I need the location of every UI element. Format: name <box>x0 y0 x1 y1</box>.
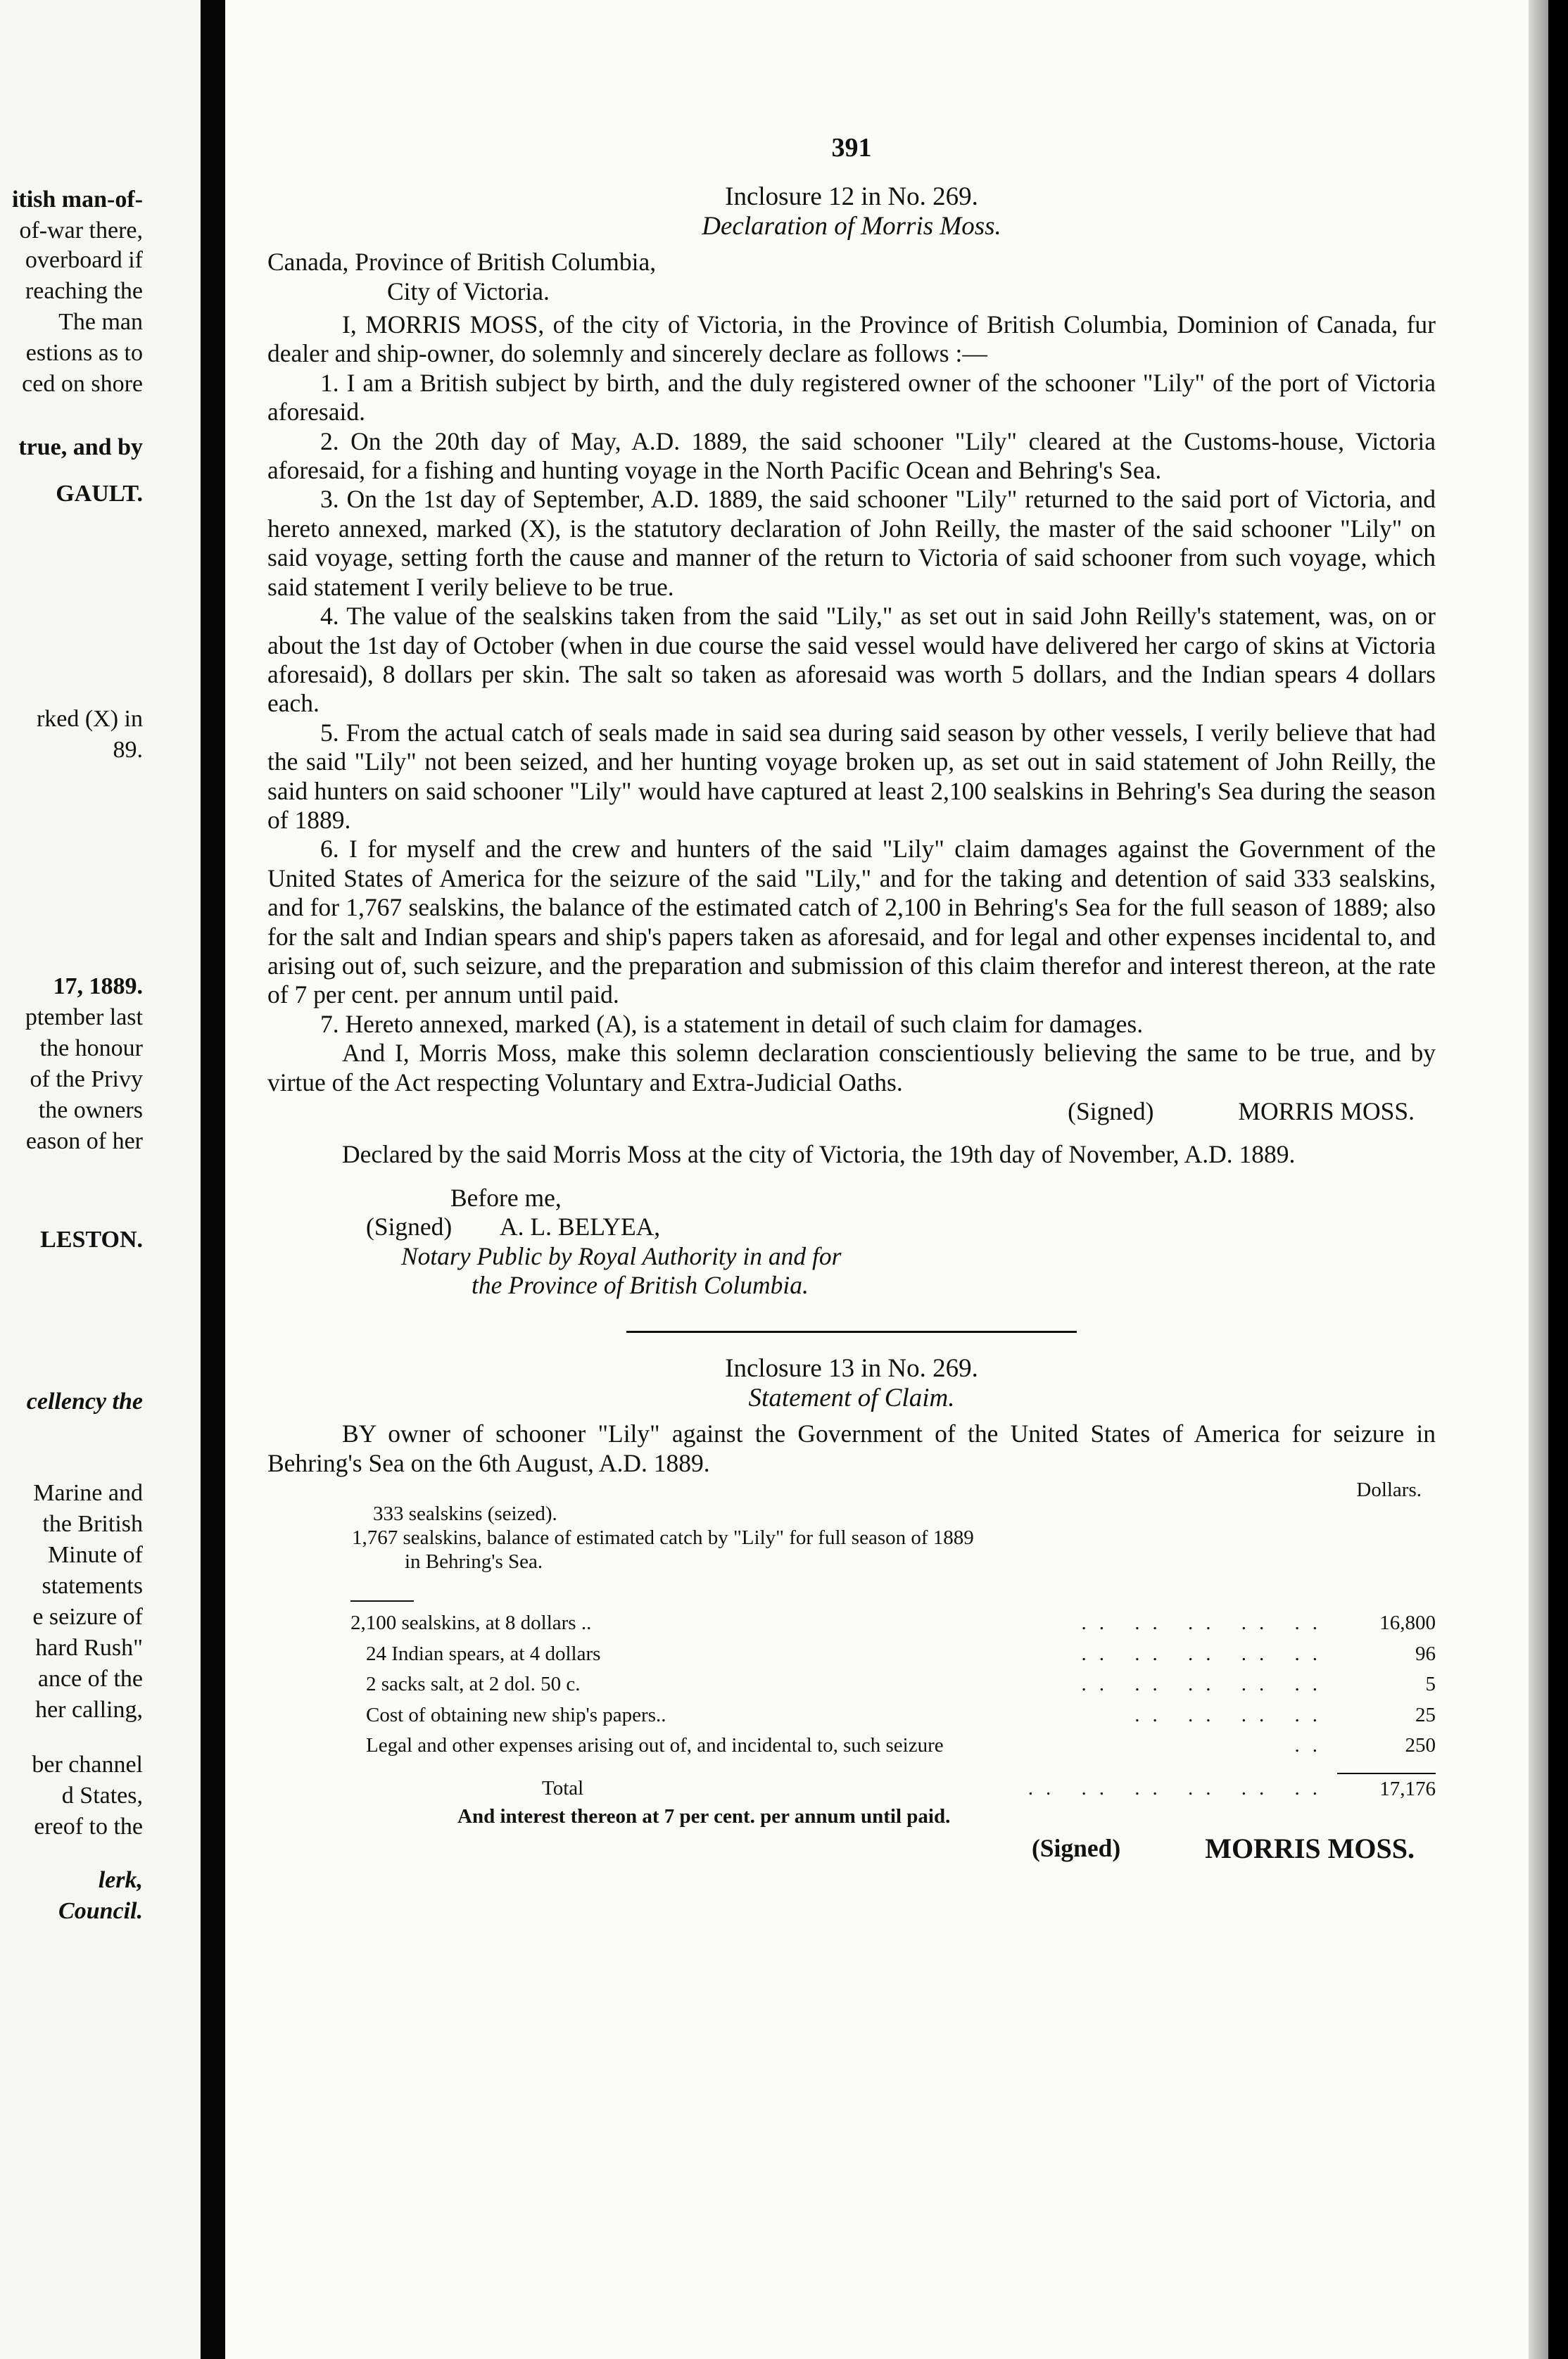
claim-table <box>267 1608 1436 1761</box>
left-page-text-fragment: her calling, <box>35 1697 143 1723</box>
claim-leader-dots: .. <box>1294 1734 1330 1757</box>
left-page-text-fragment: lerk, <box>98 1867 143 1893</box>
paragraph-1: 1. I am a British subject by birth, and the duly registered owner of the schooner "Lily" of the port of Victoria aforesaid. <box>267 368 1436 426</box>
claim-total <box>267 1773 1436 1804</box>
signed-label: (Signed) <box>1068 1097 1154 1125</box>
claim-amount: 5 <box>1425 1673 1436 1696</box>
claim-leader-dots: .. .. .. .. .. <box>1081 1612 1330 1635</box>
paragraph-6: 6. I for myself and the crew and hunters of the said "Lily" claim damages against the Government of the United States of America for the seizure of the said "Lily," and for the taking and detention of said 333 sealskins, and for 1,767 sealskins, the balance of the estimated catch of 2,100 in Behring's Sea for the full season of 1889; also for the salt and Indian spears and ship's papers taken as aforesaid, and for legal and other expenses incidental to, and arising out of, such seizure, and the preparation and submission of this claim therefor and interest thereon, at the rate of 7 per cent. per annum until paid. <box>267 835 1436 1009</box>
claim-item: Cost of obtaining new ship's papers.. <box>366 1703 666 1726</box>
claim-signer-name: MORRIS MOSS. <box>1205 1832 1415 1864</box>
page-edge-shadow <box>1529 0 1548 2359</box>
claim-intro: BY owner of schooner "Lily" against the Government of the United States of America for seizure in Behring's Sea on the 6th August, A.D. 1889. <box>267 1419 1436 1477</box>
left-page-text-fragment: ereof to the <box>34 1814 143 1840</box>
left-page-text-fragment: of-war there, <box>19 217 143 244</box>
inclosure-13-heading: Inclosure 13 in No. 269. <box>725 1354 978 1384</box>
pre-line-2: 1,767 sealskins, balance of estimated catch by "Lily" for full season of 1889 <box>352 1526 974 1550</box>
total-label: Total <box>542 1776 584 1800</box>
section-divider <box>626 1331 1077 1333</box>
claim-amount: 250 <box>1405 1734 1436 1757</box>
left-page-text-fragment: d States, <box>61 1783 143 1809</box>
total-row <box>267 1773 1436 1804</box>
left-page-text-fragment: rked (X) in <box>36 706 143 732</box>
claim-signed-label: (Signed) <box>1031 1833 1121 1862</box>
claim-amount: 16,800 <box>1379 1612 1436 1635</box>
signer-name: MORRIS MOSS. <box>1238 1097 1415 1125</box>
claim-amount: 25 <box>1415 1703 1436 1726</box>
declared-statement: Declared by the said Morris Moss at the city of Victoria, the 19th day of November, A.D. 1889. <box>342 1140 1296 1169</box>
claim-leader-dots: .. .. .. .. .. <box>1081 1642 1330 1665</box>
claim-row <box>267 1700 1436 1731</box>
before-me: Before me, <box>450 1183 562 1212</box>
left-page-text-fragment: 17, 1889. <box>53 973 143 999</box>
left-page-text-fragment: reaching the <box>25 278 143 304</box>
left-page-text-fragment: the British <box>42 1511 143 1537</box>
left-page-text-fragment: itish man-of- <box>11 186 143 213</box>
notary-signature <box>267 1213 1436 1241</box>
notary-title-1: Notary Public by Royal Authority in and for <box>401 1241 842 1270</box>
left-page-text-fragment: 89. <box>113 737 143 763</box>
book-gutter <box>201 0 225 2359</box>
inclosure-13-subheading: Statement of Claim. <box>748 1383 955 1412</box>
claim-leader-dots: .. .. .. .. .. <box>1081 1673 1330 1696</box>
left-page-text-fragment: The man <box>58 309 143 335</box>
claim-row <box>267 1608 1436 1638</box>
claim-amount: 96 <box>1415 1642 1436 1665</box>
claim-item: Legal and other expenses arising out of, and incidental to, such seizure <box>366 1734 944 1757</box>
claim-item: 24 Indian spears, at 4 dollars <box>366 1642 601 1665</box>
left-page-text-fragment: the owners <box>38 1097 143 1123</box>
interest-note: And interest thereon at 7 per cent. per annum until paid. <box>457 1804 951 1828</box>
paragraph-5: 5. From the actual catch of seals made in said sea during said season by other vessels, I verily believe that had the said "Lily" not been seized, and her hunting voyage broken up, as set out in said statement of John Reilly, the said hunters on said schooner "Lily" would have captured at least 2,100 sealskins in Behring's Sea during the season of 1889. <box>267 718 1436 834</box>
left-page-text-fragment: Minute of <box>47 1542 143 1568</box>
notary-signed-label: (Signed) <box>366 1213 453 1241</box>
claim-signature <box>267 1834 1436 1863</box>
left-page-text-fragment: e seizure of <box>32 1604 143 1630</box>
inclosure-12-subheading: Declaration of Morris Moss. <box>702 211 1001 241</box>
claim-row <box>267 1639 1436 1669</box>
left-page-text-fragment: ber channel <box>32 1752 143 1778</box>
document-page <box>225 0 1548 2359</box>
notary-name: A. L. BELYEA, <box>500 1213 661 1241</box>
paragraph-2: 2. On the 20th day of May, A.D. 1889, the said schooner "Lily" cleared at the Customs-house, Victoria aforesaid, for a fishing and hunting voyage in the North Pacific Ocean and Behring's Sea. <box>267 426 1436 485</box>
page-number: 391 <box>831 133 872 163</box>
left-page-text-fragment: hard Rush" <box>35 1635 143 1661</box>
paragraph-3: 3. On the 1st day of September, A.D. 1889, the said schooner "Lily" returned to the said port of Victoria, and hereto annexed, marked (X), is the statutory declaration of John Reilly, the master of the said schooner "Lily" on said voyage, setting forth the cause and manner of the return to Victoria of said schooner from such voyage, which said statement I verily believe to be true. <box>267 485 1436 601</box>
sum-underline <box>350 1600 414 1602</box>
left-page-text-fragment: cellency the <box>26 1389 143 1415</box>
left-page-text-fragment: GAULT. <box>56 481 143 507</box>
paragraph-7: 7. Hereto annexed, marked (A), is a statement in detail of such claim for damages. <box>320 1009 1144 1038</box>
claim-leader-dots: .. .. .. .. <box>1134 1703 1330 1726</box>
left-page-text-fragment: the honour <box>39 1035 143 1061</box>
left-page-text-fragment: statements <box>42 1573 143 1599</box>
total-dots: .. .. .. .. .. .. <box>1028 1776 1330 1800</box>
claim-row <box>267 1669 1436 1700</box>
currency-header: Dollars. <box>1356 1479 1422 1502</box>
left-page-text-fragment: Council. <box>58 1898 143 1924</box>
claim-item: 2 sacks salt, at 2 dol. 50 c. <box>366 1673 581 1696</box>
declaration-intro: I, MORRIS MOSS, of the city of Victoria, in the Province of British Columbia, Dominion of Canada, fur dealer and ship-owner, do solemnly and sincerely declare as follows :— <box>267 310 1436 368</box>
left-page-text-fragment: ced on shore <box>22 371 143 397</box>
left-page-text-fragment: ptember last <box>25 1004 143 1030</box>
claim-item: 2,100 sealskins, at 8 dollars .. <box>350 1612 592 1635</box>
left-page-text-fragment: overboard if <box>25 247 143 273</box>
place-line-2: City of Victoria. <box>387 277 550 305</box>
page-text <box>267 134 1436 1863</box>
left-page-text-fragment: of the Privy <box>30 1066 143 1092</box>
pre-line-1: 333 sealskins (seized). <box>373 1503 557 1526</box>
left-page-text-fragment: estions as to <box>25 340 143 366</box>
notary-title-2: the Province of British Columbia. <box>472 1271 809 1300</box>
inclosure-12-heading: Inclosure 12 in No. 269. <box>725 182 978 212</box>
closing-statement: And I, Morris Moss, make this solemn declaration conscientiously believing the same to be true, and by virtue of the Act respecting Voluntary and Extra-Judicial Oaths. <box>267 1039 1436 1096</box>
place-line-1: Canada, Province of British Columbia, <box>267 248 657 277</box>
paragraph-4: 4. The value of the sealskins taken from the said "Lily," as set out in said John Reilly's statement, was, on or about the 1st day of October (when in due course the said vessel would have delivered her cargo of skins at Victoria aforesaid), 8 dollars per skin. The salt so taken as aforesaid was worth 5 dollars, and the Indian spears 4 dollars each. <box>267 602 1436 718</box>
pre-line-3: in Behring's Sea. <box>405 1550 543 1574</box>
signature-line <box>267 1097 1436 1126</box>
left-page-text-fragment: ance of the <box>37 1666 143 1692</box>
left-page-text-fragment: Marine and <box>33 1480 143 1506</box>
left-page-fragment <box>0 0 201 2359</box>
left-page-text-fragment: LESTON. <box>40 1227 143 1253</box>
total-amount: 17,176 <box>1337 1773 1436 1804</box>
left-page-text-fragment: eason of her <box>25 1128 143 1154</box>
left-page-text-fragment: true, and by <box>18 434 143 460</box>
claim-row <box>267 1731 1436 1761</box>
